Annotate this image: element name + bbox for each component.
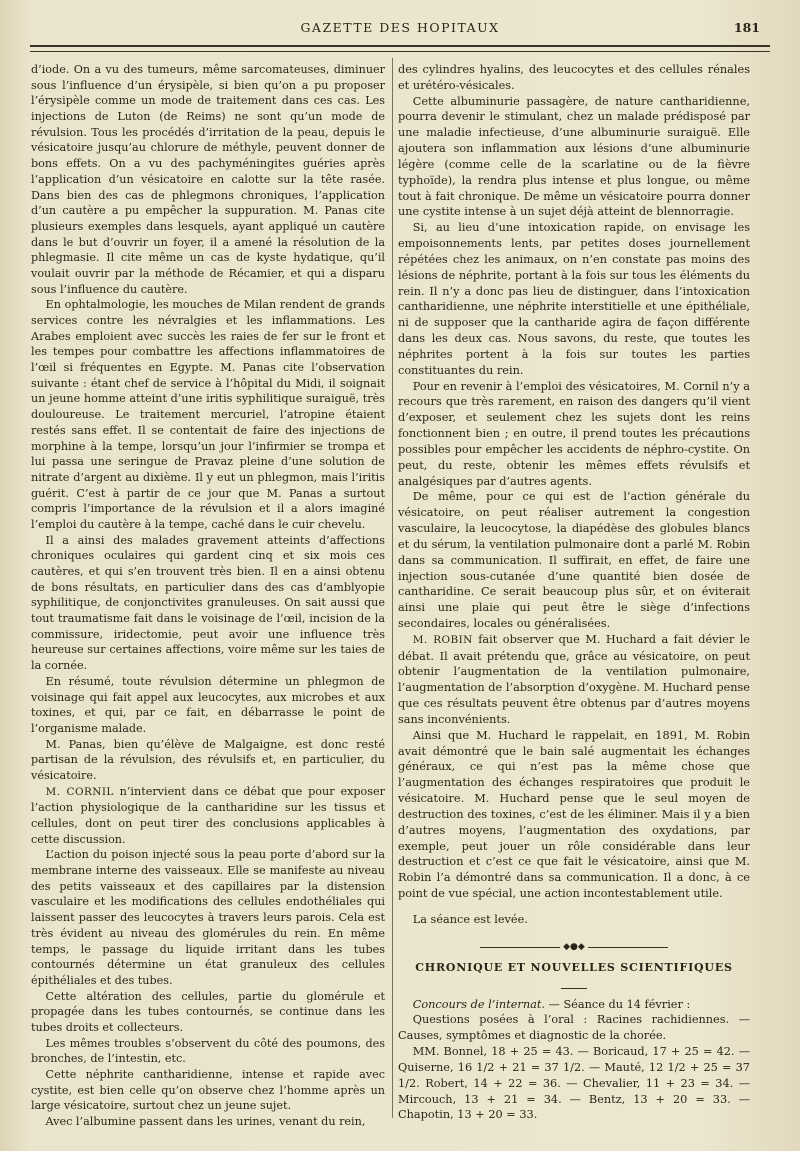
speaker-name: M. ROBIN <box>412 633 473 646</box>
speaker-name: M. CORNIL <box>45 785 114 798</box>
right-column <box>398 62 750 1123</box>
paragraph: des cylindres hyalins, des leucocytes et des cellules rénales et urétéro-vésicales. <box>398 63 750 92</box>
paragraph: Cette néphrite cantharidienne, intense et rapide avec cystite, est bien celle qu’on observe chez l’homme après un large vésicatoire, surtout chez un jeune sujet. <box>31 1068 385 1113</box>
section-title: CHRONIQUE ET NOUVELLES SCIENTIFIQUES <box>415 960 733 974</box>
paragraph-text: — Séance du 14 février : <box>544 997 691 1011</box>
paragraph-text: n’intervient dans ce débat que pour exposer l’action physiologique de la cantharidine sur les tissus et cellules, dont on peut tirer des conclusions applicables à cette discussion. <box>31 784 385 846</box>
item-lead: Concours de l’internat. <box>412 997 545 1011</box>
ornament-line <box>588 947 668 948</box>
paragraph: Questions posées à l’oral : Racines rachidiennes. — Causes, symptômes et diagnostic de la chorée. <box>398 1013 750 1043</box>
paragraph: Ainsi que M. Huchard le rappelait, en 1891, M. Robin avait démontré que le bain salé augmentait les échanges généraux, ce qui n’est pas la même chose que l’augmentation des échanges respiratoires que produit le vésicatoire. M. Huchard pense que le seul moyen de destruction des toxines, c’est de les éliminer. Mais il y a bien d’autres moyens, l’augmentation des oxydations, par exemple, peut jouer un rôle considérable dans leur destruction et c’est ce que fait le vésicatoire, ainsi que M. Robin l’a démontré dans sa communication. Il a donc, à ce point de vue spécial, une action incontestablement utile. <box>398 728 750 901</box>
section-ornament <box>398 941 750 952</box>
paragraph: Cette albuminurie passagère, de nature cantharidienne, pourra devenir le stimulant, chez un malade prédisposé par une maladie infectieuse, d’une albuminurie suraiguë. Elle ajoutera son inflammation aux lésions d’une albuminurie légère (comme celle de la scarlatine ou de la fièvre typhoïde), la rendra plus intense et plus longue, ou même tout à fait chronique. De même un vésicatoire pourra donner une cystite intense à un sujet déjà atteint de blennorragie. <box>398 94 750 219</box>
paragraph-text: fait observer que M. Huchard a fait dévier le débat. Il avait prétendu que, grâce au vésicatoire, on peut obtenir l’augmentation de la ventilation pulmonaire, l’augmentation de l’absorption d’oxygène. M. Huchard pense que ces résultats peuvent être obtenus par d’autres moyens sans inconvénients. <box>398 632 750 726</box>
paragraph: MM. Bonnel, 18 + 25 = 43. — Boricaud, 17 + 25 = 42. — Quiserne, 16 1/2 + 21 = 37 1/2. — Mauté, 12 1/2 + 25 = 37 1/2. Robert, 14 + 22 = 36. — Chevalier, 11 + 23 = 34. — Mircouch, 13 + 21 = 34. — Bentz, 13 + 20 = 33. — Chapotin, 13 + 20 = 33. <box>398 1045 750 1122</box>
paragraph: Si, au lieu d’une intoxication rapide, on envisage les empoisonnements lents, par petites doses journellement répétées chez les animaux, on n’en constate pas moins des lésions de néphrite, portant à la fois sur tous les éléments du rein. Il n’y a donc pas lieu de distinguer, dans l’intoxication cantharidienne, une néphrite interstitielle et une épithéliale, ni de supposer que la cantharide agira de façon différente dans les deux cas. Nous savons, du reste, que toutes les néphrites portent à la fois sur toutes les parties constituantes du rein. <box>398 221 750 377</box>
page-number: 181 <box>733 20 760 35</box>
ornament-dot: ◆●◆ <box>563 941 585 952</box>
ornament-line <box>480 947 560 948</box>
paragraph: d’iode. On a vu des tumeurs, même sarcomateuses, diminuer sous l’influence d’un érysipèle, si bien qu’on a pu proposer l’érysipèle comme un mode de traitement dans ces cas. Les injections de Luton (de Reims) ne sont qu’un mode de révulsion. Tous les procédés d’irritation de la peau, depuis le vésicatoire jusqu’au chlorure de méthyle, peuvent donner de bons effets. On a vu des pachyméningites guéries après l’application d’un vésicatoire en calotte sur la tête rasée. Dans bien des cas de phlegmons chroniques, l’application d’un cautère a pu empêcher la suppuration. M. Panas cite plusieurs exemples dans lesquels, ayant appliqué un cautère dans le but d’ouvrir un foyer, il a amené la résolution de la phlegmasie. Il cite même un cas de kyste hydatique, qu’il voulait ouvrir par la méthode de Récamier, et qui a disparu sous l’influence du cautère. <box>31 63 385 296</box>
paragraph: De même, pour ce qui est de l’action générale du vésicatoire, on peut réaliser autrement la congestion vasculaire, la leucocytose, la diapédèse des globules blancs et du sérum, la ventilation pulmonaire dont a parlé M. Robin dans sa communication. Il suffirait, en effet, de faire une injection sous-cutanée d’une quantité bien dosée de cantharidine. Ce serait beaucoup plus sûr, et on éviterait ainsi une plaie qui peut être le siège d’infections secondaires, locales ou généralisées. <box>398 490 750 630</box>
paragraph <box>398 997 750 1013</box>
header-rule-thin <box>30 51 770 52</box>
paragraph: M. Panas, bien qu’élève de Malgaigne, est donc resté partisan de la révulsion, des révulsifs et, en particulier, du vésicatoire. <box>31 737 385 782</box>
paragraph <box>398 632 750 728</box>
journal-title: GAZETTE DES HOPITAUX <box>300 20 500 35</box>
section-rule <box>561 988 587 989</box>
paragraph: Pour en revenir à l’emploi des vésicatoires, M. Cornil n’y a recours que très rarement, en raison des dangers qu’il vient d’exposer, et seulement chez les sujets dont les reins fonctionnent bien ; en outre, il prend toutes les précautions possibles pour empêcher les accidents de néphro-cystite. On peut, du reste, obtenir les mêmes effets révulsifs et analgésiques par d’autres agents. <box>398 379 750 488</box>
header-rule-thick <box>30 45 770 47</box>
column-divider <box>392 58 393 1118</box>
paragraph: Il a ainsi des malades gravement atteints d’affections chroniques oculaires qui gardent cinq et six mois ces cautères, et qui s’en trouvent très bien. Il en a ainsi obtenu de bons résultats, en particulier dans des cas d’amblyopie syphilitique, de conjonctivites granuleuses. On sait aussi que tout traumatisme fait dans le voisinage de l’œil, incision de la commissure, iridectomie, peut avoir une influence très heureuse sur certaines affections, voire même sur les taies de la cornée. <box>31 533 385 673</box>
left-column <box>31 62 385 1130</box>
paragraph: L’action du poison injecté sous la peau porte d’abord sur la membrane interne des vaisseaux. Elle se manifeste au niveau des petits vaisseaux et des capillaires par la distension vasculaire et les modifications des cellules endothéliales qui laissent passer des leucocytes à travers leurs parois. Cela est très évident au niveau des glomérules du rein. En même temps, le passage du liquide irritant dans les tubes contournés détermine un état granuleux des cellules épithéliales et des tubes. <box>31 848 385 987</box>
session-closed: La séance est levée. <box>412 912 528 926</box>
paragraph: Les mêmes troubles s’observent du côté des poumons, des bronches, de l’intestin, etc. <box>31 1036 385 1066</box>
paragraph <box>31 784 385 848</box>
paragraph: En ophtalmologie, les mouches de Milan rendent de grands services contre les névralgies et les inflammations. Les Arabes emploient avec succès les raies de fer sur le front et les tempes pour combattre les affections inflammatoires de l’œil si fréquentes en Egypte. M. Panas cite l’observation suivante : étant chef de service à l’hôpital du Midi, il soignait un jeune homme atteint d’une iritis syphilitique suraiguë, très douloureuse. Le traitement mercuriel, l’atropine étaient restés sans effet. Il se contentait de faire des injections de morphine à la tempe, lorsqu’un jour l’infirmier se trompa et lui passa une seringue de Pravaz pleine d’une solution de nitrate d’argent au dixième. Il y eut un phlegmon, mais l’iritis guérit. C’est à partir de ce jour que M. Panas a surtout compris l’importance de la révulsion et il a alors imaginé l’emploi du cautère à la tempe, caché dans le cuir chevelu. <box>31 298 385 531</box>
paragraph: Avec l’albumine passent dans les urines, venant du rein, <box>45 1115 366 1129</box>
paragraph: En résumé, toute révulsion détermine un phlegmon de voisinage qui fait appel aux leucocytes, aux microbes et aux toxines, et qui, par ce fait, en débarrasse le point de l’organisme malade. <box>31 674 385 735</box>
running-head <box>0 20 800 40</box>
paragraph: Cette altération des cellules, partie du glomérule et propagée dans les tubes contournés, se continue dans les tubes droits et collecteurs. <box>31 989 385 1034</box>
